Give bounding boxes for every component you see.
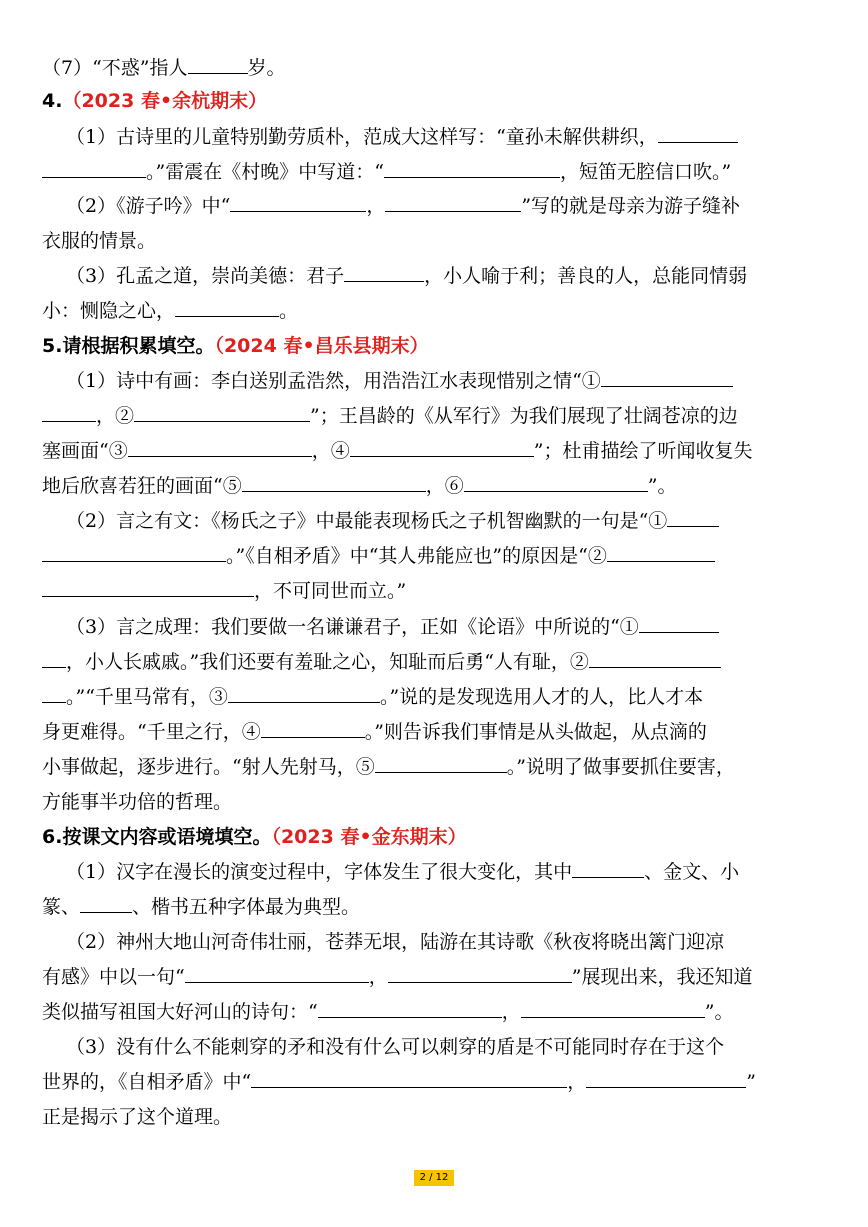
text-segment: ，④ (311, 440, 350, 462)
text-line (0, 854, 868, 890)
answer-blank[interactable] (42, 399, 96, 422)
text-segment: （2）《游子吟》中“ (66, 195, 231, 217)
text-segment: （3）没有什么不能刺穿的矛和没有什么可以刺穿的盾是不可能同时存在于这个 (66, 1036, 725, 1058)
answer-blank[interactable] (42, 539, 226, 562)
text-segment: （3）言之成理：我们要做一名谦谦君子，正如《论语》中所说的“① (66, 616, 639, 638)
source-tag: （2024 春•昌乐县期末） (214, 335, 429, 357)
answer-blank[interactable] (134, 399, 310, 422)
answer-blank[interactable] (521, 995, 705, 1018)
answer-blank[interactable] (42, 155, 146, 178)
answer-blank[interactable] (228, 680, 380, 703)
text-line (0, 1099, 868, 1135)
text-segment: 、楷书五种字体最为典型。 (132, 896, 361, 918)
text-segment: ，② (96, 405, 135, 427)
answer-blank[interactable] (230, 189, 366, 212)
text-segment: （2）神州大地山河奇伟壮丽，苍莽无垠，陆游在其诗歌《秋夜将晓出篱门迎凉 (66, 931, 725, 953)
text-segment: 方能事半功倍的哲理。 (42, 791, 233, 813)
text-segment: ”。 (704, 1001, 734, 1023)
answer-blank[interactable] (388, 960, 572, 983)
text-line (0, 398, 868, 434)
text-segment: 类似描写祖国大好河山的诗句：“ (42, 1001, 318, 1023)
answer-blank[interactable] (589, 645, 721, 668)
question-heading: 5.请根据积累填空。 (42, 335, 215, 357)
text-segment: 。 (279, 300, 299, 322)
text-line (0, 50, 868, 86)
text-segment: （3）孔孟之道，崇尚美德：君子 (66, 265, 345, 287)
text-line (0, 433, 868, 469)
text-segment: （1）汉字在漫长的演变过程中，字体发生了很大变化，其中 (66, 861, 573, 883)
text-line (0, 644, 868, 680)
text-segment: ”。 (647, 475, 677, 497)
text-segment: ， (366, 195, 386, 217)
answer-blank[interactable] (80, 890, 132, 913)
page-number: 2 / 12 (414, 1170, 454, 1186)
text-line (0, 328, 868, 364)
text-segment: 塞画面“③ (42, 440, 128, 462)
text-line (0, 83, 868, 119)
text-line (0, 538, 868, 574)
text-segment: 衣服的情景。 (42, 230, 157, 252)
text-segment: 。”说的是发现选用人才的人，比人才本 (379, 686, 704, 708)
text-segment: ，小人喻于利；善良的人，总能同情弱 (424, 265, 748, 287)
answer-blank[interactable] (586, 1065, 746, 1088)
answer-blank[interactable] (251, 1065, 567, 1088)
text-line (0, 889, 868, 925)
text-line (0, 503, 868, 539)
text-segment: ， (567, 1071, 587, 1093)
text-segment: ， (368, 966, 388, 988)
text-line (0, 1064, 868, 1100)
source-tag: （2023 春•金东期末） (271, 826, 467, 848)
text-line (0, 924, 868, 960)
answer-blank[interactable] (185, 960, 369, 983)
answer-blank[interactable] (344, 259, 424, 282)
text-segment: 岁。 (247, 57, 286, 79)
text-line (0, 293, 868, 329)
text-segment: 。”《自相矛盾》中“其人弗能应也”的原因是“② (226, 545, 607, 567)
text-segment: 小：恻隐之心， (42, 300, 176, 322)
answer-blank[interactable] (350, 434, 534, 457)
text-line (0, 609, 868, 645)
text-line (0, 573, 868, 609)
text-segment: ，不可同世而立。” (254, 580, 407, 602)
text-line (0, 784, 868, 820)
text-segment: ，⑥ (425, 475, 464, 497)
text-line (0, 258, 868, 294)
text-line (0, 959, 868, 995)
answer-blank[interactable] (601, 364, 733, 387)
answer-blank[interactable] (42, 680, 66, 703)
text-segment: （1）古诗里的儿童特别勤劳质朴，范成大这样写：“童孙未解供耕织， (66, 126, 658, 148)
text-segment: ”；杜甫描绘了听闻收复失 (533, 440, 753, 462)
text-line (0, 223, 868, 259)
text-line (0, 468, 868, 504)
answer-blank[interactable] (385, 189, 521, 212)
text-line (0, 363, 868, 399)
answer-blank[interactable] (175, 294, 279, 317)
text-segment: 。”则告诉我们事情是从头做起，从点滴的 (364, 721, 707, 743)
text-line (0, 994, 868, 1030)
text-segment: 。”雷震在《村晚》中写道：“ (146, 161, 384, 183)
text-segment: ，短笛无腔信口吹。” (559, 161, 732, 183)
text-line (0, 154, 868, 190)
text-segment: 有感》中以一句“ (42, 966, 185, 988)
answer-blank[interactable] (667, 504, 719, 527)
answer-blank[interactable] (384, 155, 560, 178)
text-segment: 篆、 (42, 896, 81, 918)
answer-blank[interactable] (128, 434, 312, 457)
source-tag: （2023 春•余杭期末） (62, 90, 268, 112)
text-segment: 世界的，《自相矛盾》中“ (42, 1071, 252, 1093)
text-segment: 正是揭示了这个道理。 (42, 1106, 233, 1128)
answer-blank[interactable] (375, 750, 507, 773)
text-segment: ”展现出来，我还知道 (571, 966, 753, 988)
question-heading: 6.按课文内容或语境填空。 (42, 826, 272, 848)
answer-blank[interactable] (42, 645, 66, 668)
text-line (0, 714, 868, 750)
answer-blank[interactable] (242, 469, 426, 492)
text-line (0, 188, 868, 224)
answer-blank[interactable] (639, 610, 719, 633)
text-line (0, 679, 868, 715)
text-line (0, 749, 868, 785)
answer-blank[interactable] (318, 995, 502, 1018)
text-segment: （1）诗中有画：李白送别孟浩然，用浩浩江水表现惜别之情“① (66, 370, 601, 392)
text-segment: ”；王昌龄的《从军行》为我们展现了壮阔苍凉的边 (310, 405, 738, 427)
answer-blank[interactable] (572, 855, 644, 878)
text-segment: 小事做起，逐步进行。“射人先射马，⑤ (42, 756, 375, 778)
answer-blank[interactable] (261, 715, 365, 738)
answer-blank[interactable] (42, 574, 254, 597)
answer-blank[interactable] (658, 120, 738, 143)
text-line (0, 1029, 868, 1065)
answer-blank[interactable] (464, 469, 648, 492)
text-segment: 地后欣喜若狂的画面“⑤ (42, 475, 242, 497)
text-segment: 。”“千里马常有，③ (66, 686, 228, 708)
text-segment: （7）“不惑”指人 (42, 57, 188, 79)
text-segment: 。”说明了做事要抓住要害， (506, 756, 735, 778)
question-heading: 4. (42, 90, 63, 112)
text-segment: 身更难得。“千里之行，④ (42, 721, 261, 743)
text-segment: ， (501, 1001, 521, 1023)
text-segment: ”写的就是母亲为游子缝补 (521, 195, 741, 217)
text-line (0, 819, 868, 855)
answer-blank[interactable] (607, 539, 715, 562)
text-segment: ” (746, 1071, 756, 1093)
answer-blank[interactable] (188, 51, 248, 74)
text-segment: （2）言之有文：《杨氏之子》中最能表现杨氏之子机智幽默的一句是“① (66, 510, 668, 532)
text-segment: 、金文、小 (644, 861, 740, 883)
text-line (0, 119, 868, 155)
text-segment: ，小人长戚戚。”我们还要有羞耻之心，知耻而后勇“人有耻，② (66, 651, 589, 673)
